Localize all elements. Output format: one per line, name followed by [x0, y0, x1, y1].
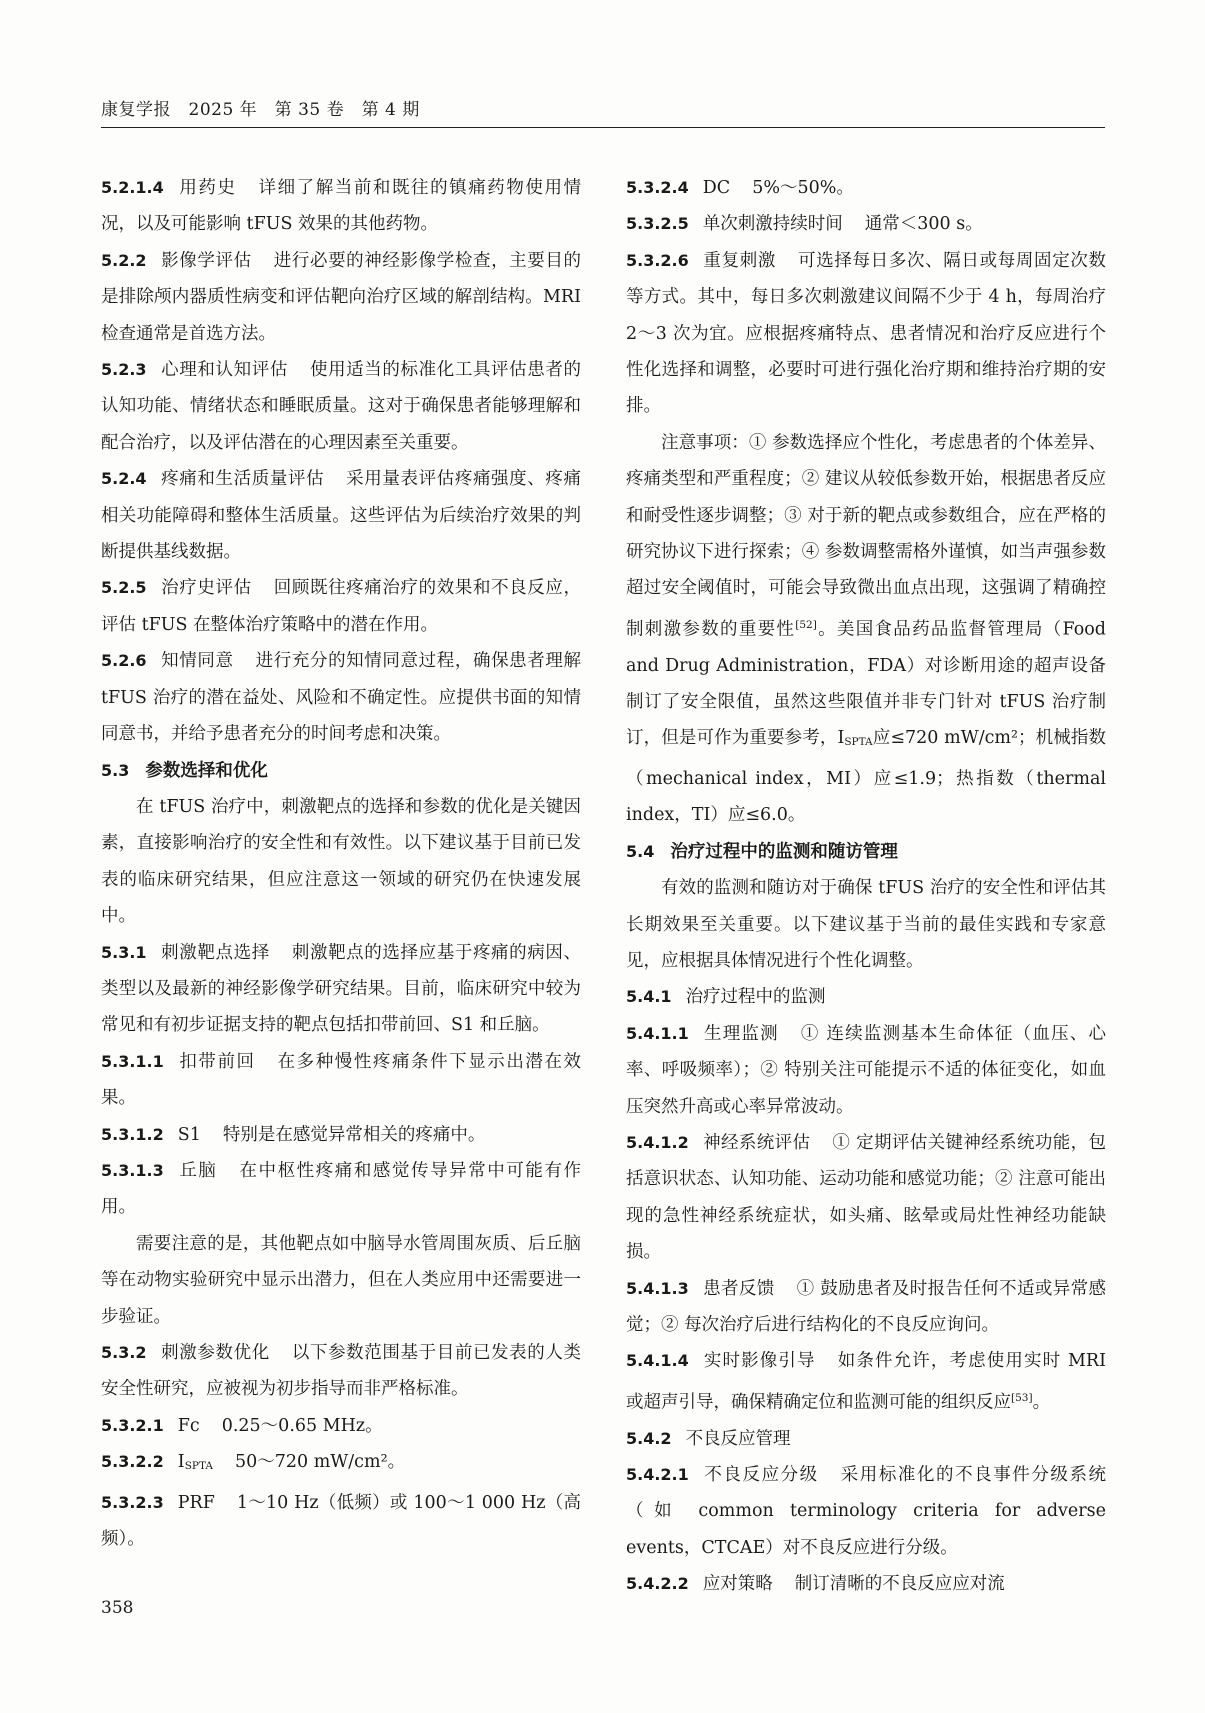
section-title: 不良反应分级	[702, 1464, 819, 1485]
paragraph-text: 回顾既往疼痛治疗的效果和不良反应，评估 tFUS 在整体治疗策略中的潜在作用。	[101, 578, 582, 635]
section-title: 刺激靶点选择	[160, 942, 270, 963]
paragraph-5-3-2-5	[626, 206, 1106, 242]
section-number: 5.4.1.2	[626, 1132, 689, 1152]
paragraph-text: 采用量表评估疼痛强度、疼痛相关功能障碍和整体生活质量。这些评估为后续治疗效果的判断提供基线数据。	[101, 469, 582, 563]
paragraph-5-3-2-1	[101, 1408, 581, 1444]
paragraph-text: 注意事项：① 参数选择应个性化，考虑患者的个体差异、疼痛类型和严重程度；② 建议从较低参数开始，根据患者反应和耐受性逐步调整；③ 对于新的靶点或参数组合，应在严格的研究协议下进行探索；④ 参数调整需格外谨慎，如当声强参数超过安全阈值时，可能会导致微出血点出现，这强调了精确控制刺激参数的重要性	[626, 432, 1106, 640]
paragraph-text: 如条件允许，考虑使用实时 MRI 或超声引导，确保精确定位和监测可能的组织反应	[626, 1351, 1106, 1413]
section-number: 5.3.1.1	[101, 1051, 164, 1071]
section-title: 影像学评估	[160, 250, 252, 271]
paragraph-text: 。美国食品药品监督管理局（Food and Drug Administration，FDA）对诊断用途的超声设备制订了安全限值，虽然这些限值并非专门针对 tFUS 治疗制订，但是可作为重要参考，I	[626, 619, 1106, 749]
section-number: 5.2.5	[101, 578, 147, 598]
paragraph-text: 1～10 Hz（低频）或 100～1 000 Hz（高频）。	[101, 1492, 581, 1550]
paragraph-text: ① 鼓励患者及时报告任何不适或异常感觉；② 每次治疗后进行结构化的不良反应询问。	[626, 1278, 1107, 1335]
section-number: 5.3.1.2	[101, 1124, 164, 1144]
section-number: 5.2.6	[101, 651, 147, 671]
section-number: 5.3.2.4	[626, 178, 689, 197]
section-number: 5.3.2.5	[626, 214, 689, 234]
section-title: 心理和认知评估	[160, 360, 288, 381]
paragraph-5-3-1-3	[101, 1153, 581, 1226]
section-title: 单次刺激持续时间	[702, 214, 843, 235]
section-title: 治疗史评估	[160, 578, 252, 599]
paragraph-5-2-4	[101, 461, 581, 570]
section-number: 5.2.1.4	[101, 178, 164, 197]
section-title: 用药史	[177, 178, 237, 198]
paragraph-text: 。	[1032, 1392, 1051, 1413]
running-head: 康复学报 2025 年 第 35 卷 第 4 期	[101, 100, 420, 120]
section-title: DC	[702, 178, 731, 198]
paragraph-text: ① 连续监测基本生命体征（血压、心率、呼吸频率）；② 特别关注可能提示不适的体征变化，如血压突然升高或心率异常波动。	[626, 1023, 1107, 1117]
subscript: SPTA	[844, 736, 873, 749]
paragraph-5-4-1-3	[626, 1271, 1106, 1344]
paragraph-text: 通常＜300 s。	[864, 214, 983, 235]
citation-ref[interactable]: [52]	[795, 618, 817, 631]
paragraph-text: 0.25～0.65 MHz。	[221, 1415, 383, 1436]
paragraph-5-3-2-3	[101, 1485, 581, 1558]
subscript: SPTA	[184, 1460, 213, 1473]
paragraph-5-3-2-6	[626, 243, 1106, 425]
paragraph-text: 在多种慢性疼痛条件下显示出潜在效果。	[101, 1051, 582, 1109]
header-rule	[101, 127, 1105, 128]
section-number: 5.4.1	[626, 987, 672, 1007]
section-title: 神经系统评估	[702, 1132, 811, 1153]
section-number: 5.3.2	[101, 1343, 147, 1362]
section-title: 疼痛和生活质量评估	[160, 469, 325, 490]
section-number: 5.4.2	[626, 1428, 672, 1448]
paragraph-text: 刺激靶点的选择应基于疼痛的病因、类型以及最新的神经影像学研究结果。目前，临床研究中较为常见和有初步证据支持的靶点包括扣带前回、S1 和丘脑。	[101, 942, 582, 1036]
section-title: 实时影像引导	[702, 1351, 816, 1372]
paragraph-text: 进行必要的神经影像学检查，主要目的是排除颅内器质性病变和评估靶向治疗区域的解剖结构。MRI 检查通常是首选方法。	[101, 250, 582, 344]
subsection-5-4-2	[626, 1421, 1106, 1457]
citation-ref[interactable]: [53]	[1011, 1391, 1033, 1404]
section-title: 患者反馈	[702, 1278, 775, 1299]
section-number: 5.3.2.3	[101, 1492, 164, 1512]
section-number: 5.3.1	[101, 942, 147, 962]
section-number: 5.2.3	[101, 360, 147, 380]
paragraph-text: 在中枢性疼痛和感觉传导异常中可能有作用。	[101, 1160, 582, 1218]
section-title: PRF	[177, 1492, 215, 1513]
paragraph-text: 制订清晰的不良反应应对流	[794, 1574, 1005, 1595]
paragraph-5-3-1-note: 需要注意的是，其他靶点如中脑导水管周围灰质、后丘脑等在动物实验研究中显示出潜力，但在人类应用中还需要进一步验证。	[101, 1233, 581, 1327]
paragraph-5-3-1	[101, 935, 581, 1044]
subsection-5-4-1	[626, 979, 1106, 1015]
section-number: 5.4.2.2	[626, 1574, 689, 1594]
paragraph-5-2-2	[101, 243, 581, 352]
section-title: 扣带前回	[177, 1051, 256, 1072]
paragraph-text: 50～720 mW/cm²。	[234, 1452, 406, 1473]
section-number: 5.3.2.2	[101, 1452, 164, 1472]
section-number: 5.4.1.1	[626, 1023, 689, 1043]
section-title: 知情同意	[160, 651, 234, 672]
paragraph-text: 进行充分的知情同意过程，确保患者理解 tFUS 治疗的潜在益处、风险和不确定性。应提供书面的知情同意书，并给予患者充分的时间考虑和决策。	[101, 651, 582, 745]
left-column	[101, 170, 581, 1558]
section-heading-5-4	[626, 834, 1106, 870]
paragraph-5-2-3	[101, 352, 581, 461]
section-number: 5.3	[101, 760, 130, 780]
paragraph-text: 5%～50%。	[752, 178, 854, 198]
paragraph-5-3-2	[101, 1335, 581, 1408]
section-title: 治疗过程中的监测	[685, 987, 826, 1008]
paragraph-text: 采用标准化的不良事件分级系统（如 common terminology criteria for adverse events，CTCAE）对不良反应进行分级。	[626, 1464, 1107, 1558]
paragraph-5-4-2-1	[626, 1457, 1106, 1566]
section-heading-5-3	[101, 753, 581, 789]
paragraph-5-3-intro: 在 tFUS 治疗中，刺激靶点的选择和参数的优化是关键因素，直接影响治疗的安全性和有效性。以下建议基于目前已发表的临床研究结果，但应注意这一领域的研究仍在快速发展中。	[101, 796, 581, 927]
paragraph-5-4-1-1	[626, 1016, 1106, 1125]
section-number: 5.4.2.1	[626, 1464, 689, 1484]
section-number: 5.2.4	[101, 469, 147, 489]
paragraph-5-3-2-2	[101, 1444, 581, 1485]
section-title: 不良反应管理	[685, 1428, 791, 1449]
section-number: 5.3.2.6	[626, 250, 689, 270]
section-heading-text: 参数选择和优化	[145, 760, 268, 781]
paragraph-text: 以下参数范围基于目前已发表的人类安全性研究，应被视为初步指导而非严格标准。	[101, 1343, 582, 1400]
paragraph-5-2-6	[101, 643, 581, 752]
section-number: 5.3.1.3	[101, 1160, 164, 1180]
paragraph-text: 使用适当的标准化工具评估患者的认知功能、情绪状态和睡眠质量。这对于确保患者能够理解和配合治疗，以及评估潜在的心理因素至关重要。	[101, 360, 582, 453]
section-number: 5.4.1.4	[626, 1351, 689, 1371]
section-title: 重复刺激	[702, 250, 777, 271]
section-title: 应对策略	[702, 1574, 773, 1595]
paragraph-text: 应≤720 mW/cm²；机械指数（mechanical index，MI）应≤1.9；热指数（thermal index，TI）应≤6.0。	[626, 728, 1106, 826]
section-heading-text: 治疗过程中的监测和随访管理	[670, 841, 898, 862]
paragraph-text: 特别是在感觉异常相关的疼痛中。	[222, 1124, 486, 1145]
paragraph-5-4-intro: 有效的监测和随访对于确保 tFUS 治疗的安全性和评估其长期效果至关重要。以下建议基于当前的最佳实践和专家意见，应根据具体情况进行个性化调整。	[626, 878, 1106, 971]
paragraph-5-4-2-2	[626, 1566, 1106, 1602]
section-title: 刺激参数优化	[160, 1343, 270, 1363]
section-number: 5.3.2.1	[101, 1415, 164, 1435]
paragraph-5-2-1-4	[101, 170, 581, 243]
paragraph-5-3-2-4	[626, 170, 1106, 206]
paragraph-5-4-1-4	[626, 1343, 1106, 1420]
section-title: Fc	[177, 1415, 200, 1436]
paragraph-notes	[626, 425, 1106, 834]
section-title: S1	[177, 1124, 201, 1145]
section-number: 5.4	[626, 841, 655, 861]
right-column	[626, 170, 1106, 1603]
paragraph-5-2-5	[101, 570, 581, 643]
paragraph-text: 详细了解当前和既往的镇痛药物使用情况，以及可能影响 tFUS 效果的其他药物。	[101, 178, 582, 235]
section-title: 生理监测	[702, 1023, 779, 1044]
section-number: 5.2.2	[101, 250, 147, 270]
page-number: 358	[101, 1598, 134, 1618]
paragraph-5-4-1-2	[626, 1125, 1106, 1271]
paragraph-5-3-1-1	[101, 1044, 581, 1117]
section-title: 丘脑	[177, 1160, 218, 1181]
paragraph-text: 可选择每日多次、隔日或每周固定次数等方式。其中，每日多次刺激建议间隔不少于 4 h，每周治疗 2～3 次为宜。应根据疼痛特点、患者情况和治疗反应进行个性化选择和调整，必要时可进行强化治疗期和维持治疗期的安排。	[626, 250, 1107, 417]
paragraph-text: ① 定期评估关键神经系统功能，包括意识状态、认知功能、运动功能和感觉功能；② 注意可能出现的急性神经系统症状，如头痛、眩晕或局灶性神经功能缺损。	[626, 1132, 1107, 1263]
section-number: 5.4.1.3	[626, 1278, 689, 1298]
paragraph-5-3-1-2	[101, 1117, 581, 1153]
section-title: I	[177, 1452, 185, 1473]
